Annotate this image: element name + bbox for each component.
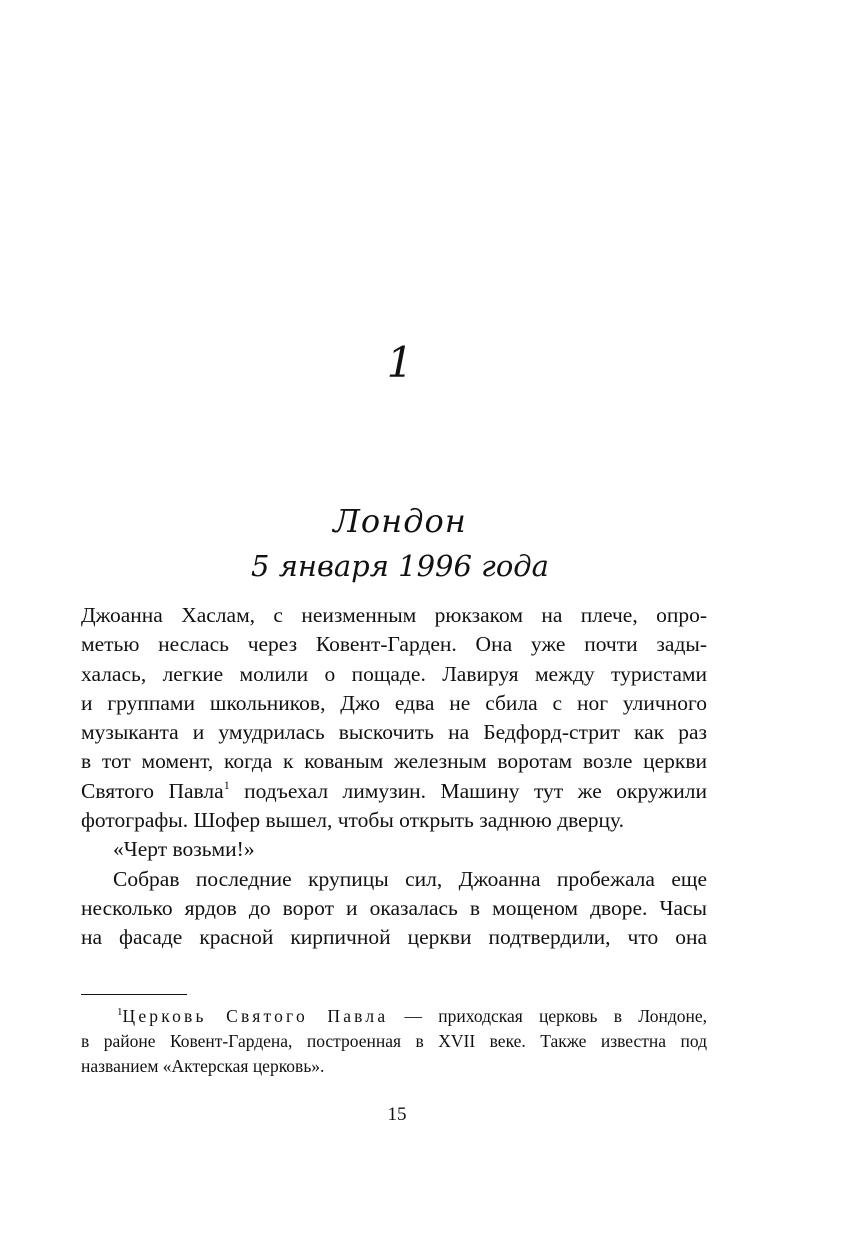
text-fragment: Святого Павла xyxy=(81,778,224,803)
text-line: Собрав последние крупицы сил, Джоанна пробежала еще xyxy=(113,866,707,891)
footnote-divider xyxy=(81,994,187,995)
text-line: халась, легкие молили о пощаде. Лавируя между туристами xyxy=(81,661,707,686)
footnote-line xyxy=(81,1004,707,1029)
footnote-line: названием «Актерская церковь». xyxy=(81,1056,325,1076)
footnote-term: Церковь Святого Павла xyxy=(122,1006,389,1026)
text-line: в тот момент, когда к кованым железным воротам возле церкви xyxy=(81,749,707,774)
footnote-mark: 1 xyxy=(117,1006,123,1018)
chapter-number: 1 xyxy=(386,338,414,387)
text-line: Джоанна Хаслам, с неизменным рюкзаком на плече, опро- xyxy=(81,603,707,627)
text-line: «Черт возьми!» xyxy=(113,837,255,862)
footnote xyxy=(81,1004,707,1079)
text-line: на фасаде красной кирпичной церкви подтвердили, что она xyxy=(81,925,707,950)
text-line: и группами школьников, Джо едва не сбила с ног уличного xyxy=(81,690,707,715)
footnote-line: в районе Ковент-Гардена, построенная в XVII веке. Также известна под xyxy=(81,1031,707,1051)
text-line: метью неслась через Ковент-Гарден. Она уже почти зады- xyxy=(81,632,707,657)
page-number: 15 xyxy=(387,1104,407,1125)
chapter-heading-place: Лондон xyxy=(333,502,467,540)
footnote-reference[interactable]: 1 xyxy=(223,777,230,792)
text-line: фотографы. Шофер вышел, чтобы открыть заднюю дверцу. xyxy=(81,808,624,833)
chapter-heading-date: 5 января 1996 года xyxy=(251,549,549,583)
footnote-text: — приходская церковь в Лондоне, xyxy=(388,1006,707,1026)
text-line xyxy=(81,777,707,806)
text-line: несколько ярдов до ворот и оказалась в мощеном дворе. Часы xyxy=(81,895,707,920)
body-text xyxy=(81,601,707,953)
text-line: музыканта и умудрилась выскочить на Бедфорд-стрит как раз xyxy=(81,720,707,745)
text-fragment: подъехал лимузин. Машину тут же окружили xyxy=(244,778,707,803)
